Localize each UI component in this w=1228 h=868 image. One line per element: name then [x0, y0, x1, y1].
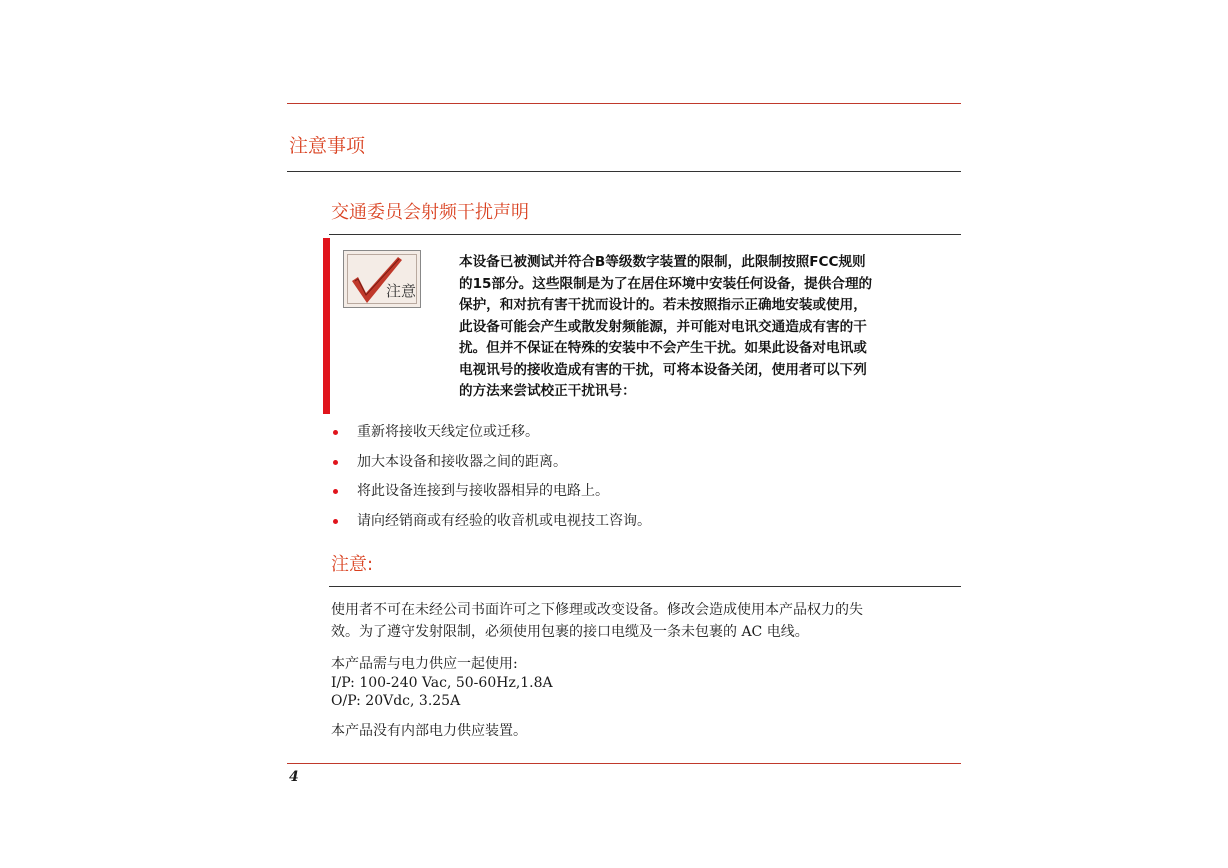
notice-line: 保护，和对抗有害干扰而设计的。若未按照指示正确地安装或使用，: [459, 297, 867, 313]
caution-title: 注意:: [331, 554, 374, 575]
notice-line: 本设备已被测试并符合B等级数字装置的限制，此限制按照FCC规则: [459, 254, 866, 270]
notice-sidebar: [323, 238, 330, 414]
notice-line: 扰。但并不保证在特殊的安装中不会产生干扰。如果此设备对电讯或: [459, 340, 867, 356]
red-dot-icon: [333, 489, 338, 494]
notice-line: 此设备可能会产生或散发射频能源，并可能对电讯交通造成有害的干: [459, 318, 867, 335]
power-note: 本产品没有内部电力供应装置。: [331, 723, 527, 739]
power-intro: 本产品需与电力供应一起使用:: [331, 656, 518, 672]
red-dot-icon: [333, 519, 338, 524]
top-rule: [287, 103, 961, 104]
notice-line: 的方法来尝试校正干扰讯号：: [459, 383, 636, 399]
page-number: 4: [289, 769, 299, 785]
red-dot-icon: [333, 460, 338, 465]
fcc-title-rule: [329, 234, 961, 235]
notice-label: 注意: [385, 282, 416, 300]
bottom-rule: [287, 763, 961, 764]
notice-line: 的15部分。这些限制是为了在居住环境中安装任何设备，提供合理的: [459, 275, 873, 292]
caution-paragraph-line-2: 效。为了遵守发射限制，必须使用包裹的接口电缆及一条未包裹的 AC 电线。: [331, 624, 809, 640]
section-title-rule: [287, 171, 961, 172]
caution-title-rule: [329, 586, 961, 587]
fcc-notice-text: [459, 252, 949, 403]
notice-line: 电视讯号的接收造成有害的干扰，可将本设备关闭，使用者可以下列: [459, 361, 867, 378]
red-dot-icon: [333, 430, 338, 435]
fcc-title: 交通委员会射频干扰声明: [331, 202, 529, 223]
power-input-spec: I/P: 100-240 Vac, 50-60Hz,1.8A: [331, 675, 553, 691]
notice-badge: [343, 250, 421, 308]
power-output-spec: O/P: 20Vdc, 3.25A: [331, 693, 461, 709]
caution-paragraph-line-1: 使用者不可在未经公司书面许可之下修理或改变设备。修改会造成使用本产品权力的失: [331, 602, 863, 618]
section-title: 注意事项: [289, 135, 366, 157]
